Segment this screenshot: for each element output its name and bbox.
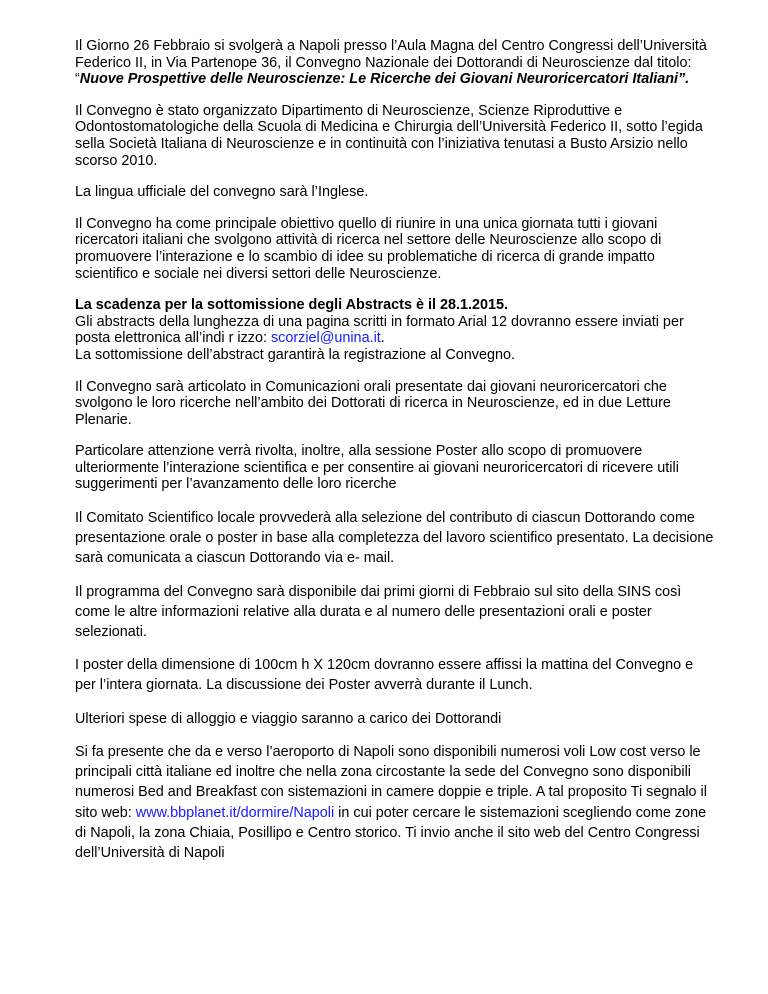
bbplanet-link[interactable]: www.bbplanet.it/dormire/Napoli (135, 804, 335, 821)
selection-paragraph: Il Comitato Scientifico locale provvederà alla selezione del contributo di ciascun Dottorando come presentazione orale o poster in base alla completezza del lavoro scientifico presentato. La decisione sarà comunicata a ciascun Dottorando via e- mail. (75, 510, 714, 567)
abstracts-paragraph (75, 297, 715, 363)
poster-size-paragraph: I poster della dimensione di 100cm h X 120cm dovranno essere affissi la mattina del Convegno e per l’intera giornata. La discussione dei Poster avverrà durante il Lunch. (75, 657, 694, 694)
registration-text: La sottomissione dell’abstract garantirà la registrazione al Convegno. (75, 346, 515, 363)
deadline-text: La scadenza per la sottomissione degli Abstracts è il 28.1.2015. (75, 297, 508, 314)
organizer-paragraph: Il Convegno è stato organizzato Dipartimento di Neuroscienze, Scienze Riproduttive e Odontostomatologiche della Scuola di Medicina e Chirurgia dell’Università Federico II, sotto l’egida sella Società Italiana di Neuroscienze e in continuità con l’iniziativa tenutasi a Busto Arsizio nello scorso 2010. (75, 102, 703, 169)
abstract-instructions: Gli abstracts della lunghezza di una pagina scritti in formato Arial 12 dovranno essere inviati per posta elettronica all’indi r izzo: (75, 313, 684, 347)
program-paragraph: Il programma del Convegno sarà disponibile dai primi giorni di Febbraio sul sito della SINS così come le altre informazioni relative alla durata e al numero delle presentazioni orali e poster selezionati. (75, 583, 682, 641)
email-link[interactable]: scorziel@unina.it (270, 330, 381, 347)
poster-session-paragraph: Particolare attenzione verrà rivolta, inoltre, alla sessione Poster allo scopo di promuovere ulteriormente l’interazione scientifica e per consentire ai giovani neuroricercatori di ricevere utili suggerimenti per l’avanzamento delle loro ricerche (75, 443, 679, 493)
intro-paragraph (75, 38, 715, 88)
language-paragraph: La lingua ufficiale del convegno sarà l’Inglese. (75, 184, 369, 201)
accommodation-paragraph (75, 742, 715, 863)
document-page (75, 38, 715, 876)
accommodation-text: Si fa presente che da e verso l’aeroporto di Napoli sono disponibili numerosi voli Low cost verso le principali città italiane ed inoltre che nella zona circostante la sede del Convegno sono disponibili numerosi Bed and Breakfast con sistemazioni in camere doppie e triple. A tal proposito Ti segnalo il sito web: (75, 743, 707, 821)
conference-title: Nuove Prospettive delle Neuroscienze: Le Ricerche dei Giovani Neuroricercatori Italiani”. (79, 71, 690, 88)
email-period: . (380, 330, 385, 347)
accommodation-text-after: in cui poter cercare le sistemazioni scegliendo come zone di Napoli, la zona Chiaia, Posillipo e Centro storico. Ti invio anche il sito web del Centro Congressi dell’Università di Napoli (75, 804, 707, 861)
expenses-paragraph: Ulteriori spese di alloggio e viaggio saranno a carico dei Dottorandi (75, 710, 502, 727)
objective-paragraph: Il Convegno ha come principale obiettivo quello di riunire in una unica giornata tutti i giovani ricercatori italiani che svolgono attività di ricerca nel settore delle Neuroscienze allo scopo di promuovere l’interazione e lo scambio di idee su problematiche di ricerca di grande impatto scientifico e sociale nei diversi settori delle Neuroscienze. (75, 215, 662, 282)
format-paragraph: Il Convegno sarà articolato in Comunicazioni orali presentate dai giovani neuroricercatori che svolgono le loro ricerche nell’ambito dei Dottorati di ricerca in Neuroscienze, ed in due Letture Plenarie. (75, 378, 671, 428)
intro-text: Il Giorno 26 Febbraio si svolgerà a Napoli presso l’Aula Magna del Centro Congressi dell’Università Federico II, in Via Partenope 36, il Convegno Nazionale dei Dottorandi di Neuroscienze dal titolo: “ (75, 38, 707, 88)
